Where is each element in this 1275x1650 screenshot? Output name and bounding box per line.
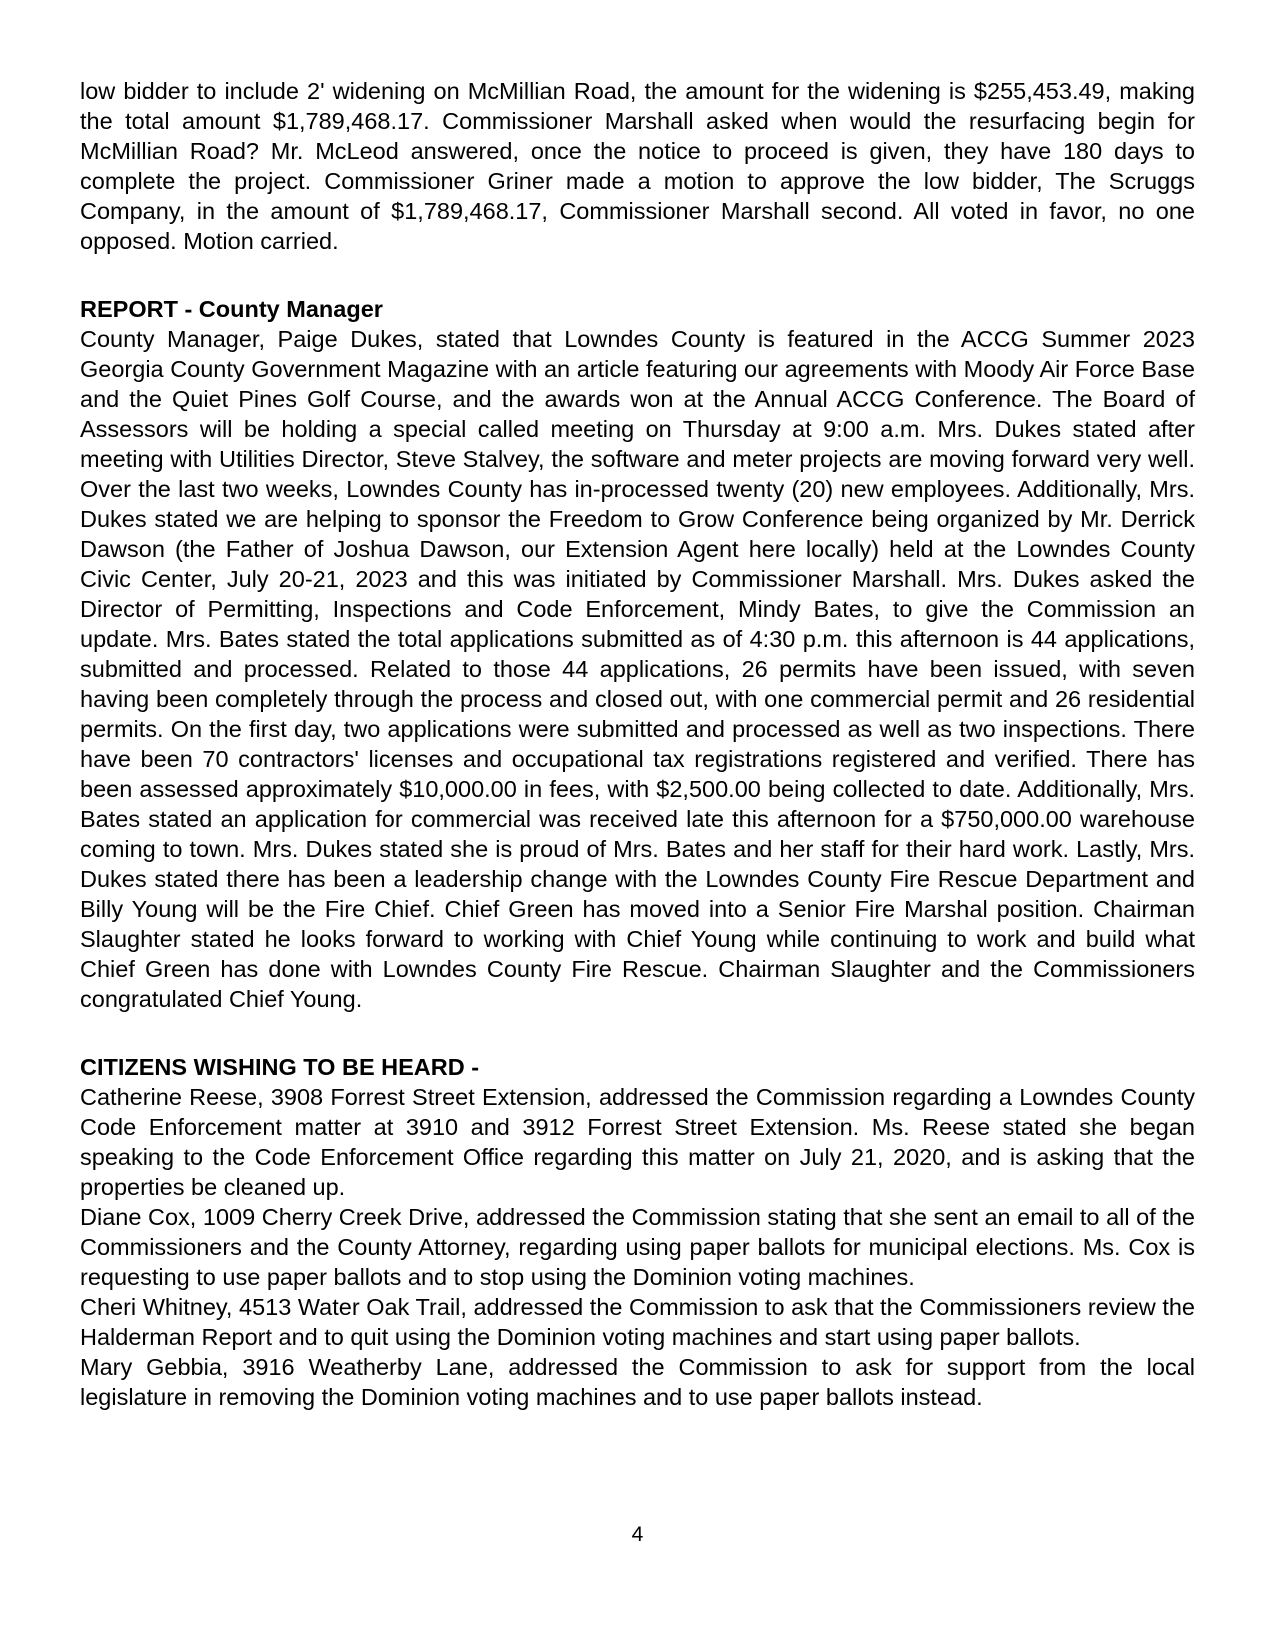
report-body: County Manager, Paige Dukes, stated that Lowndes County is featured in the ACCG Summer 2023 Georgia County Government Magazine with an article featuring our agreements with Moody Air Force Base and the Quiet Pines Golf Course, and the awards won at the Annual ACCG Conference. The Board of Assessors will be holding a special called meeting on Thursday at 9:00 a.m. Mrs. Dukes stated after meeting with Utilities Director, Steve Stalvey, the software and meter projects are moving forward very well. Over the last two weeks, Lowndes County has in-processed twenty (20) new employees. Additionally, Mrs. Dukes stated we are helping to sponsor the Freedom to Grow Conference being organized by Mr. Derrick Dawson (the Father of Joshua Dawson, our Extension Agent here locally) held at the Lowndes County Civic Center, July 20-21, 2023 and this was initiated by Commissioner Marshall. Mrs. Dukes asked the Director of Permitting, Inspections and Code Enforcement, Mindy Bates, to give the Commission an update. Mrs. Bates stated the total applications submitted as of 4:30 p.m. this afternoon is 44 applications, submitted and processed. Related to those 44 applications, 26 permits have been issued, with seven having been completely through the process and closed out, with one commercial permit and 26 residential permits. On the first day, two applications were submitted and processed as well as two inspections. There have been 70 contractors' licenses and occupational tax registrations registered and verified. There has been assessed approximately $10,000.00 in fees, with $2,500.00 being collected to date. Additionally, Mrs. Bates stated an application for commercial was received late this afternoon for a $750,000.00 warehouse coming to town. Mrs. Dukes stated she is proud of Mrs. Bates and her staff for their hard work. Lastly, Mrs. Dukes stated there has been a leadership change with the Lowndes County Fire Rescue Department and Billy Young will be the Fire Chief. Chief Green has moved into a Senior Fire Marshal position. Chairman Slaughter stated he looks forward to working with Chief Young while continuing to work and build what Chief Green has done with Lowndes County Fire Rescue. Chairman Slaughter and the Commissioners congratulated Chief Young. — [80, 326, 1195, 1012]
document-page — [80, 76, 1195, 1412]
report-heading: REPORT - County Manager — [80, 296, 383, 322]
citizen-entry-cox: Diane Cox, 1009 Cherry Creek Drive, addressed the Commission stating that she sent an email to all of the Commissioners and the County Attorney, regarding using paper ballots for municipal elections. Ms. Cox is requesting to use paper ballots and to stop using the Dominion voting machines. — [80, 1204, 1195, 1290]
section-spacer — [80, 1014, 1195, 1052]
citizen-entry-reese: Catherine Reese, 3908 Forrest Street Extension, addressed the Commission regarding a Lowndes County Code Enforcement matter at 3910 and 3912 Forrest Street Extension. Ms. Reese stated she began speaking to the Code Enforcement Office regarding this matter on July 21, 2020, and is asking that the properties be cleaned up. — [80, 1084, 1195, 1200]
citizen-entry-whitney: Cheri Whitney, 4513 Water Oak Trail, addressed the Commission to ask that the Commissioners review the Halderman Report and to quit using the Dominion voting machines and start using paper ballots. — [80, 1294, 1195, 1350]
section-spacer — [80, 256, 1195, 294]
citizens-heading: CITIZENS WISHING TO BE HEARD - — [80, 1054, 480, 1080]
page-number: 4 — [631, 1523, 644, 1546]
citizen-entry-gebbia: Mary Gebbia, 3916 Weatherby Lane, addressed the Commission to ask for support from the local legislature in removing the Dominion voting machines and to use paper ballots instead. — [80, 1354, 1195, 1410]
continuation-paragraph: low bidder to include 2' widening on McMillian Road, the amount for the widening is $255,453.49, making the total amount $1,789,468.17. Commissioner Marshall asked when would the resurfacing begin for McMillian Road? Mr. McLeod answered, once the notice to proceed is given, they have 180 days to complete the project. Commissioner Griner made a motion to approve the low bidder, The Scruggs Company, in the amount of $1,789,468.17, Commissioner Marshall second. All voted in favor, no one opposed. Motion carried. — [80, 78, 1195, 254]
